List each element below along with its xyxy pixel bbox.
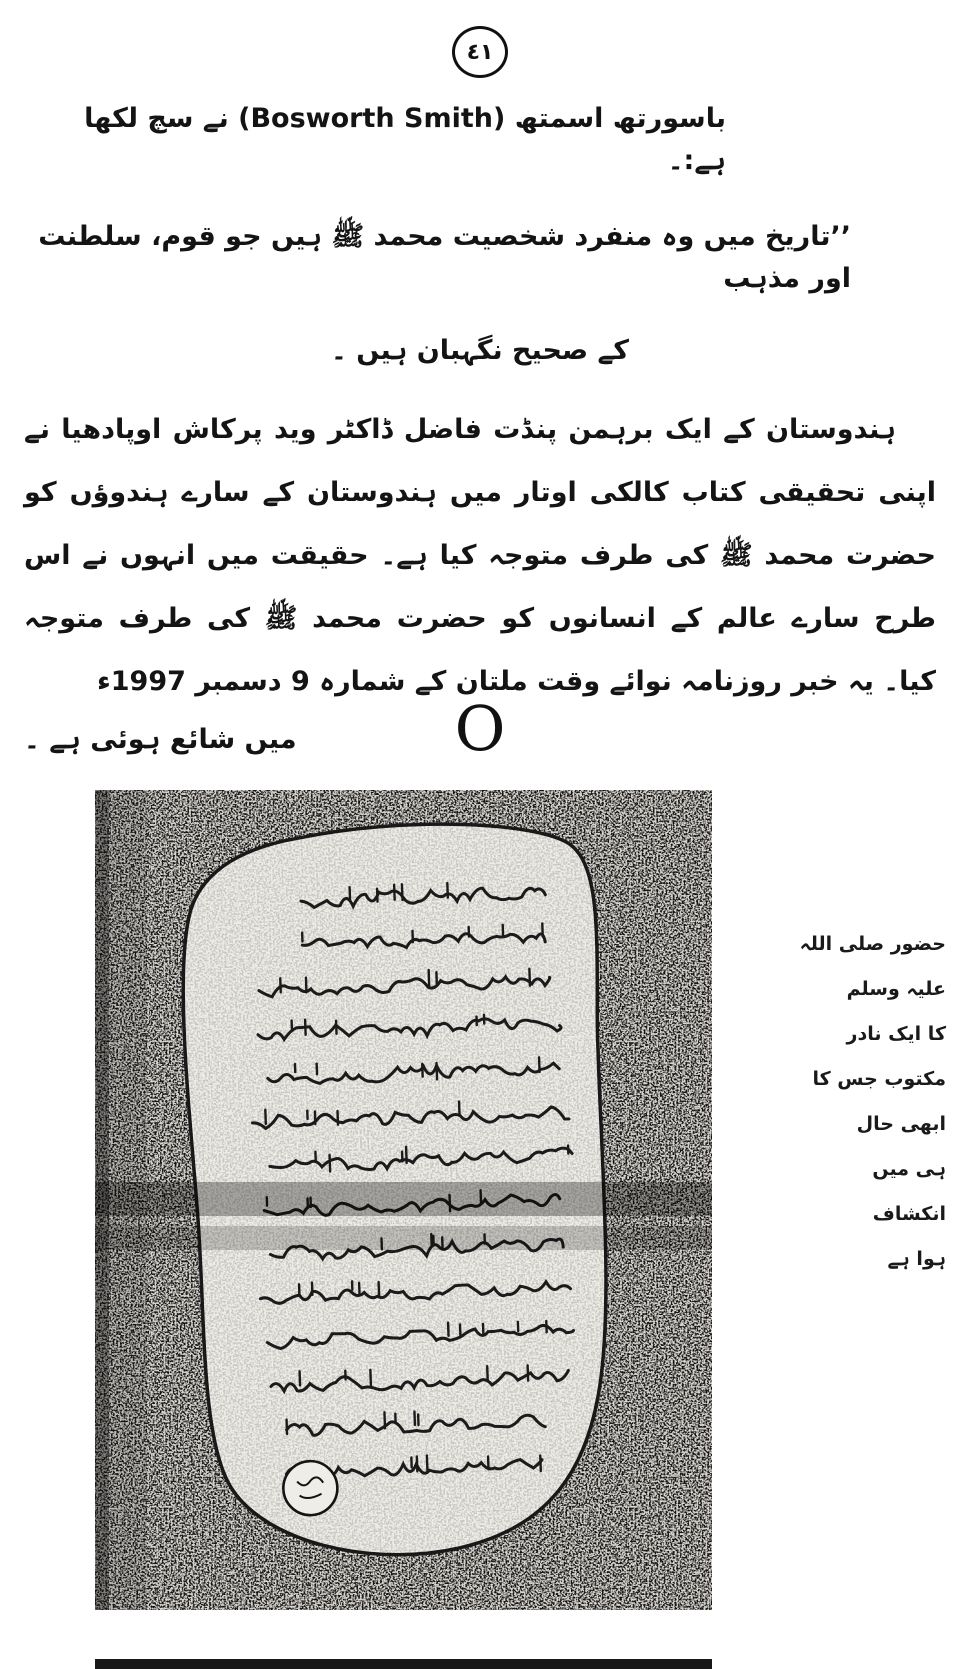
figure-caption-line: ہی میں: [872, 1158, 946, 1180]
figure-caption-line: ہوا ہے: [887, 1248, 946, 1270]
figure-captions: [786, 932, 946, 1292]
figure-caption-line: ابھی حال: [856, 1113, 946, 1135]
scan-dark-band-1: [95, 1182, 712, 1216]
text-block: [24, 98, 936, 755]
page-number-badge: [452, 26, 508, 78]
figure-caption-line: انکشاف: [872, 1203, 946, 1225]
quote-line-2: کے صحیح نگہبان ہیں ۔: [331, 335, 629, 366]
intro-line: باسورتھ اسمتھ (Bosworth Smith) نے سچ لکھا ہے:۔: [84, 103, 726, 176]
figure-caption-line: کا ایک نادر: [846, 1023, 946, 1045]
quote-line-1: ’’تاریخ میں وہ منفرد شخصیت محمد ﷺ ہیں جو قوم، سلطنت اور مذہب: [38, 221, 851, 294]
section-divider-o: O: [454, 692, 506, 765]
page-number: ٤١: [466, 39, 494, 65]
figure-caption-line: حضور صلی اللہ: [799, 933, 946, 955]
scan-dark-band-2: [95, 1226, 712, 1250]
figure-caption-line: علیہ وسلم: [846, 978, 946, 1000]
inscription-figure: [0, 790, 960, 1620]
inscription-scan-image: [95, 790, 712, 1610]
seal-stamp: [282, 1460, 338, 1516]
body-last-line: میں شائع ہوئی ہے ۔: [24, 724, 297, 755]
body-paragraph: ہندوستان کے ایک برہمن پنڈت فاضل ڈاکٹر وید پرکاش اوپادھیا نے اپنی تحقیقی کتاب کالکی اوتار میں ہندوستان کے سارے ہندوؤں کو حضرت محمد ﷺ کی طرف متوجہ کیا ہے۔ حقیقت میں انہوں نے اس طرح سارے عالم کے انسانوں کو حضرت محمد ﷺ کی طرف متوجہ کیا۔ یہ خبر روزنامہ نوائے وقت ملتان کے شمارہ 9 دسمبر 1997ء: [24, 414, 936, 697]
figure-caption-line: مکتوب جس کا: [812, 1068, 946, 1090]
scan-bottom-edge: [95, 1659, 712, 1669]
